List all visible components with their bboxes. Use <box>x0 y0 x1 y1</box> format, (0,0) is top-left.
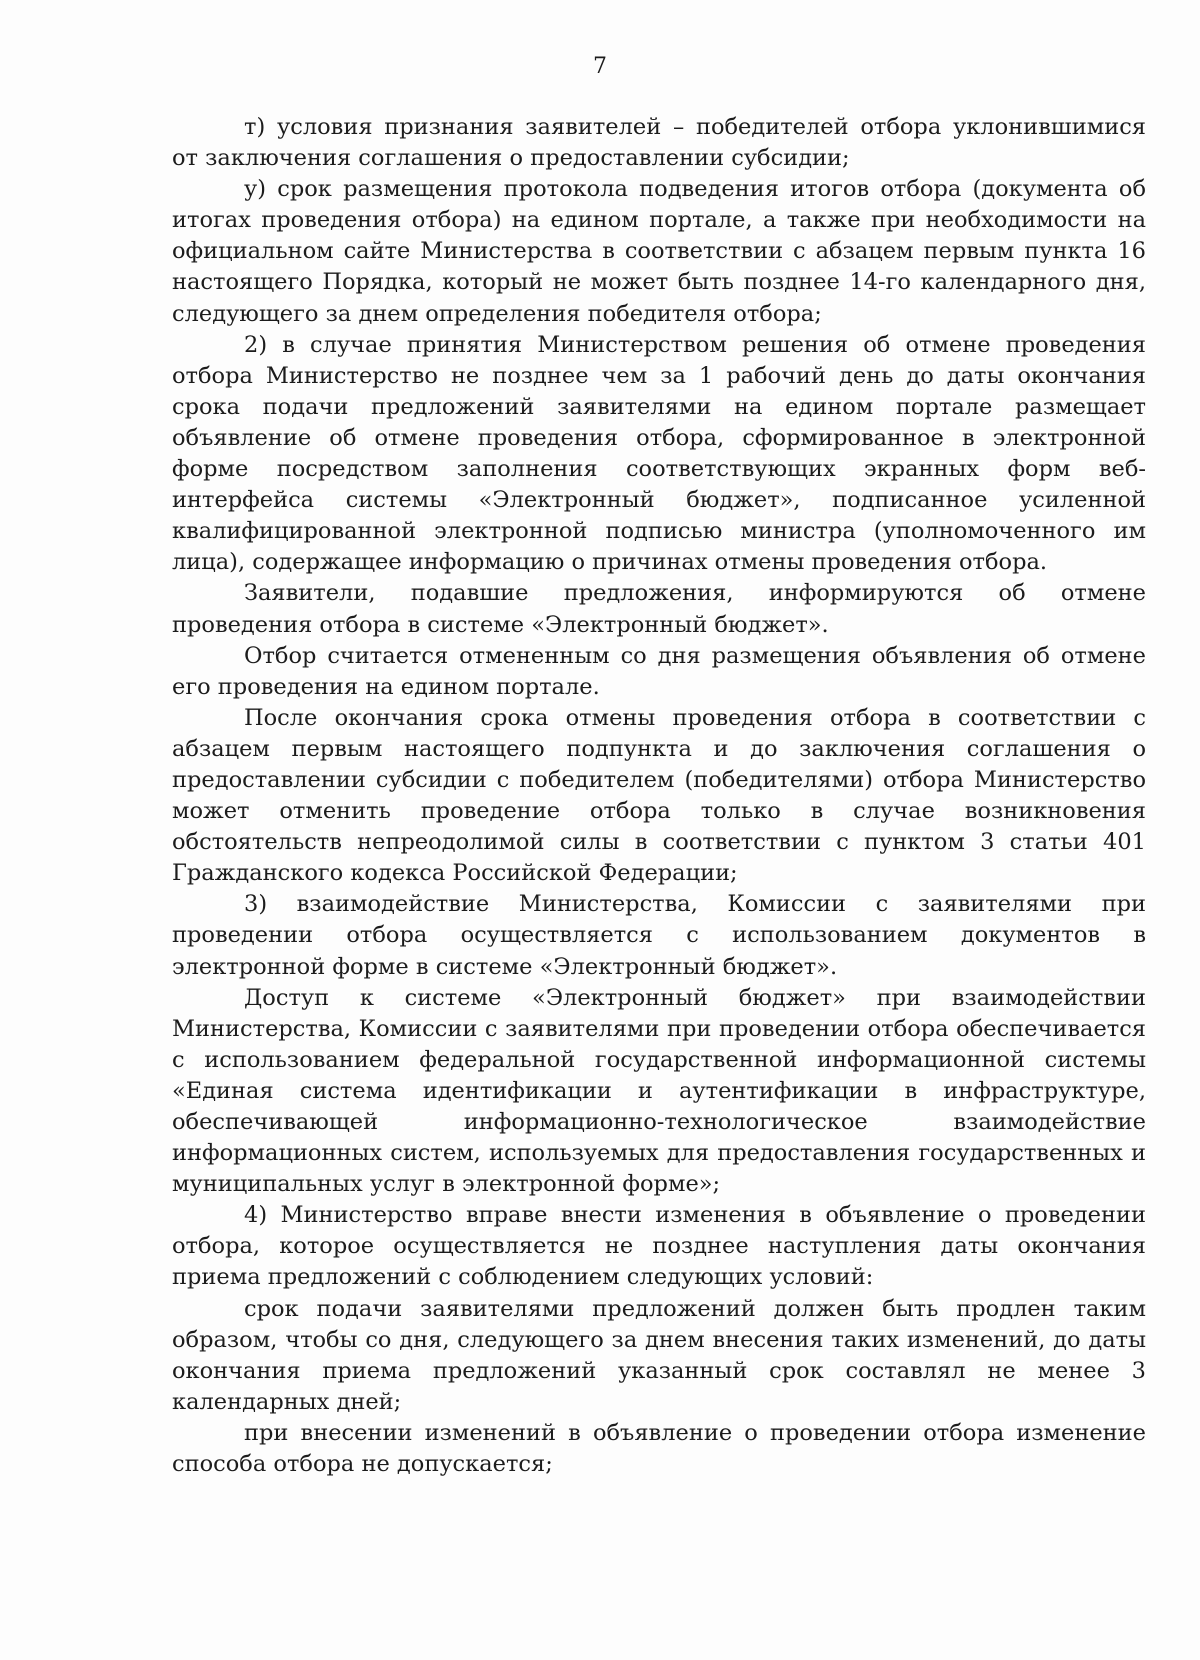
paragraph-applicants-informed: Заявители, подавшие предложения, информируются об отмене проведения отбора в системе «Электронный бюджет». <box>172 580 1146 638</box>
paragraph-item-u: у) срок размещения протокола подведения итогов отбора (документа об итогах проведения отбора) на едином портале, а также при необходимости на официальном сайте Министерства в соответствии с абзацем первым пункта 16 настоящего Порядка, который не может быть позднее 14-го календарного дня, следующего за днем определения победителя отбора; <box>172 176 1146 327</box>
paragraph-item-t: т) условия признания заявителей – победителей отбора уклонившимися от заключения соглашения о предоставлении субсидии; <box>172 114 1146 172</box>
paragraph-force-majeure: После окончания срока отмены проведения отбора в соответствии с абзацем первым настоящего подпункта и до заключения соглашения о предоставлении субсидии с победителем (победителями) отбора Министерство может отменить проведение отбора только в случае возникновения обстоятельств непреодолимой силы в соответствии с пунктом 3 статьи 401 Гражданского кодекса Российской Федерации; <box>172 704 1146 887</box>
paragraph-deadline-extension: срок подачи заявителями предложений должен быть продлен таким образом, чтобы со дня, следующего за днем внесения таких изменений, до даты окончания приема предложений указанный срок составлял не менее 3 календарных дней; <box>172 1295 1146 1415</box>
page-number: 7 <box>593 54 607 79</box>
paragraph-4-changes: 4) Министерство вправе внести изменения в объявление о проведении отбора, которое осуществляется не позднее наступления даты окончания приема предложений с соблюдением следующих условий: <box>172 1202 1146 1291</box>
paragraph-selection-cancelled: Отбор считается отмененным со дня размещения объявления об отмене его проведения на едином портале. <box>172 642 1146 700</box>
paragraph-2-cancellation: 2) в случае принятия Министерством решения об отмене проведения отбора Министерство не позднее чем за 1 рабочий день до даты окончания срока подачи предложений заявителями на едином портале размещает объявление об отмене проведения отбора, сформированное в электронной форме посредством заполнения соответствующих экранных форм веб-интерфейса системы «Электронный бюджет», подписанное усиленной квалифицированной электронной подписью министра (уполномоченного им лица), содержащее информацию о причинах отмены проведения отбора. <box>172 331 1146 576</box>
paragraph-3-interaction: 3) взаимодействие Министерства, Комиссии с заявителями при проведении отбора осуществляется с использованием документов в электронной форме в системе «Электронный бюджет». <box>172 891 1146 980</box>
paragraph-system-access: Доступ к системе «Электронный бюджет» при взаимодействии Министерства, Комиссии с заявителями при проведении отбора обеспечивается с использованием федеральной государственной информационной системы «Единая система идентификации и аутентификации в инфраструктуре, обеспечивающей информационно-технологическое взаимодействие информационных систем, используемых для предоставления государственных и муниципальных услуг в электронной форме»; <box>172 984 1146 1198</box>
paragraph-method-unchanged: при внесении изменений в объявление о проведении отбора изменение способа отбора не допускается; <box>172 1419 1146 1478</box>
document-body <box>172 112 1146 1480</box>
